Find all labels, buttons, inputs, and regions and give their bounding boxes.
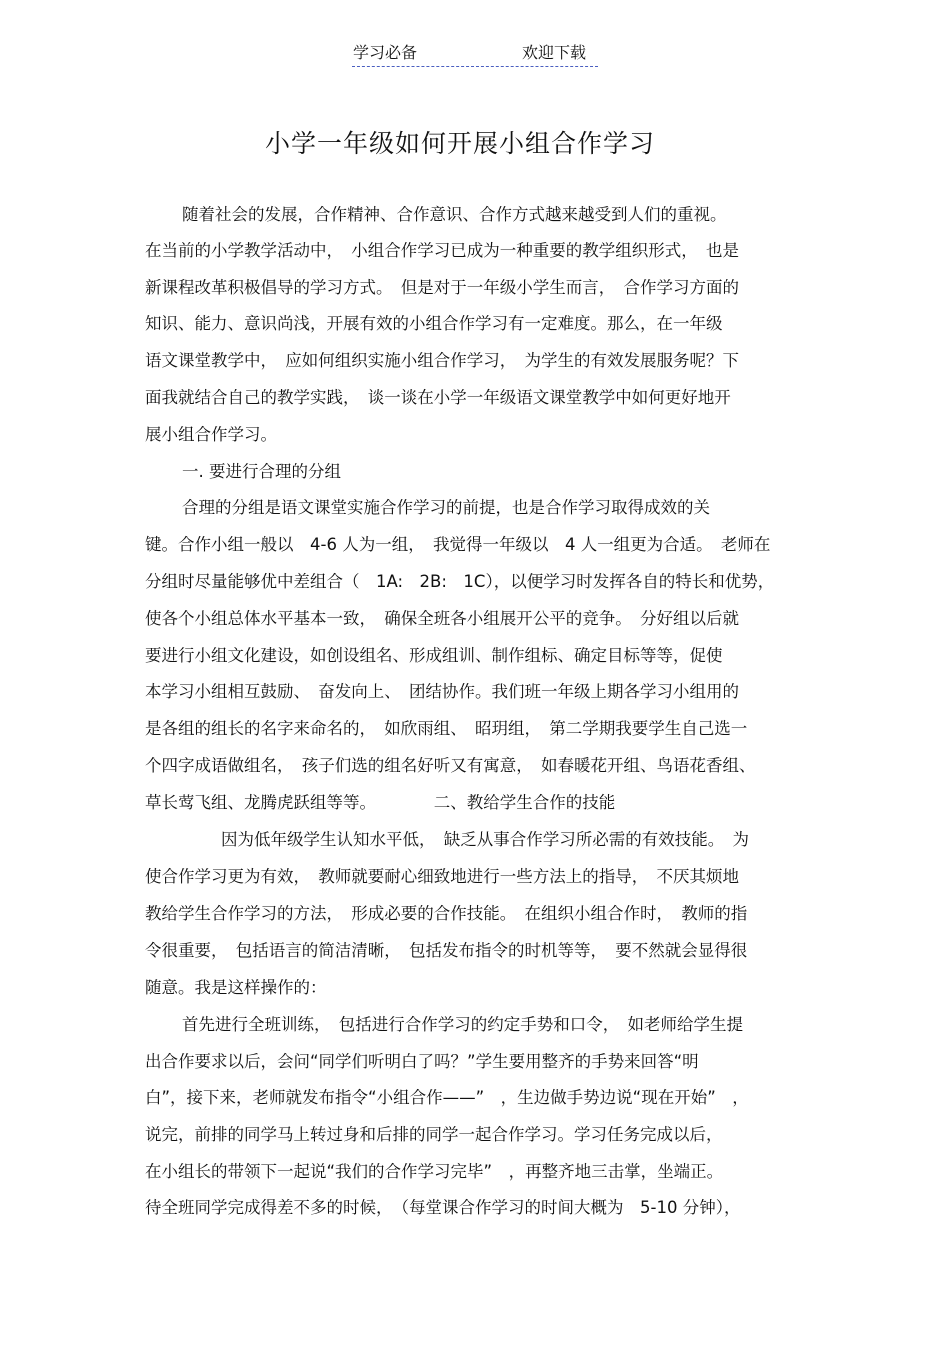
body-line: 出合作要求以后，会问“同学们听明白了吗？”学生要用整齐的手势来回答“明: [145, 1052, 699, 1071]
body-line: 说完，前排的同学马上转过身和后排的同学一起合作学习。学习任务完成以后，: [145, 1125, 723, 1144]
body-line: 教给学生合作学习的方法， 形成必要的合作技能。 在组织小组合作时， 教师的指: [145, 904, 748, 923]
body-line: 个四字成语做组名， 孩子们选的组名好听又有寓意， 如春暖花开组、鸟语花香组、: [145, 756, 756, 775]
body-line: 面我就结合自己的教学实践， 谈一谈在小学一年级语文课堂教学中如何更好地开: [145, 388, 731, 407]
body-line: 在小组长的带领下一起说“我们的合作学习完毕” ，再整齐地三击掌，坐端正。: [145, 1162, 724, 1181]
body-line: 要进行小组文化建设，如创设组名、形成组训、制作组标、确定目标等等，促使: [145, 646, 723, 665]
body-line: 随意。我是这样操作的：: [145, 978, 327, 997]
header-left-text: 学习必备: [353, 43, 418, 62]
body-line: 本学习小组相互鼓励、 奋发向上、 团结协作。我们班一年级上期各学习小组用的: [145, 682, 739, 701]
body-line: 分组时尽量能够优中差组合（ 1A: 2B: 1C），以便学习时发挥各自的特长和优势，: [145, 572, 775, 591]
body-line: 语文课堂教学中， 应如何组织实施小组合作学习， 为学生的有效发展服务呢？下: [145, 351, 739, 370]
body-line: 白”，接下来，老师就发布指令“小组合作——” ，生边做手势边说“现在开始” ，: [145, 1088, 749, 1107]
body-line: 令很重要， 包括语言的简洁清晰， 包括发布指令的时机等等， 要不然就会显得很: [145, 941, 748, 960]
body-line: 因为低年级学生认知水平低， 缺乏从事合作学习所必需的有效技能。 为: [221, 830, 749, 849]
body-line: 展小组合作学习。: [145, 425, 277, 444]
page-header: [352, 40, 598, 67]
body-line: 知识、能力、意识尚浅，开展有效的小组合作学习有一定难度。那么，在一年级: [145, 314, 723, 333]
body-line: 是各组的组长的名字来命名的， 如欣雨组、 昭玥组， 第二学期我要学生自己选一: [145, 719, 748, 738]
body-line: 键。合作小组一般以 4-6 人为一组， 我觉得一年级以 4 人一组更为合适。 老师在: [145, 535, 771, 554]
header-right-text: 欢迎下载: [522, 43, 587, 62]
body-line: 草长莺飞组、龙腾虎跃组等等。 二、教给学生合作的技能: [145, 793, 616, 812]
body-line: 在当前的小学教学活动中， 小组合作学习已成为一种重要的教学组织形式， 也是: [145, 241, 739, 260]
body-line: 使各个小组总体水平基本一致， 确保全班各小组展开公平的竞争。 分好组以后就: [145, 609, 739, 628]
body-line: 随着社会的发展，合作精神、合作意识、合作方式越来越受到人们的重视。: [182, 205, 727, 224]
body-line: 首先进行全班训练， 包括进行合作学习的约定手势和口令， 如老师给学生提: [182, 1015, 743, 1034]
body-line: 待全班同学完成得差不多的时候， （每堂课合作学习的时间大概为 5-10 分钟），: [145, 1198, 741, 1217]
body-line: 新课程改革积极倡导的学习方式。 但是对于一年级小学生而言， 合作学习方面的: [145, 278, 739, 297]
body-line: 使合作学习更为有效， 教师就要耐心细致地进行一些方法上的指导， 不厌其烦地: [145, 867, 739, 886]
body-line: 合理的分组是语文课堂实施合作学习的前提，也是合作学习取得成效的关: [182, 498, 710, 517]
document-title: 小学一年级如何开展小组合作学习: [264, 129, 655, 158]
section-heading: 一. 要进行合理的分组: [182, 462, 341, 481]
